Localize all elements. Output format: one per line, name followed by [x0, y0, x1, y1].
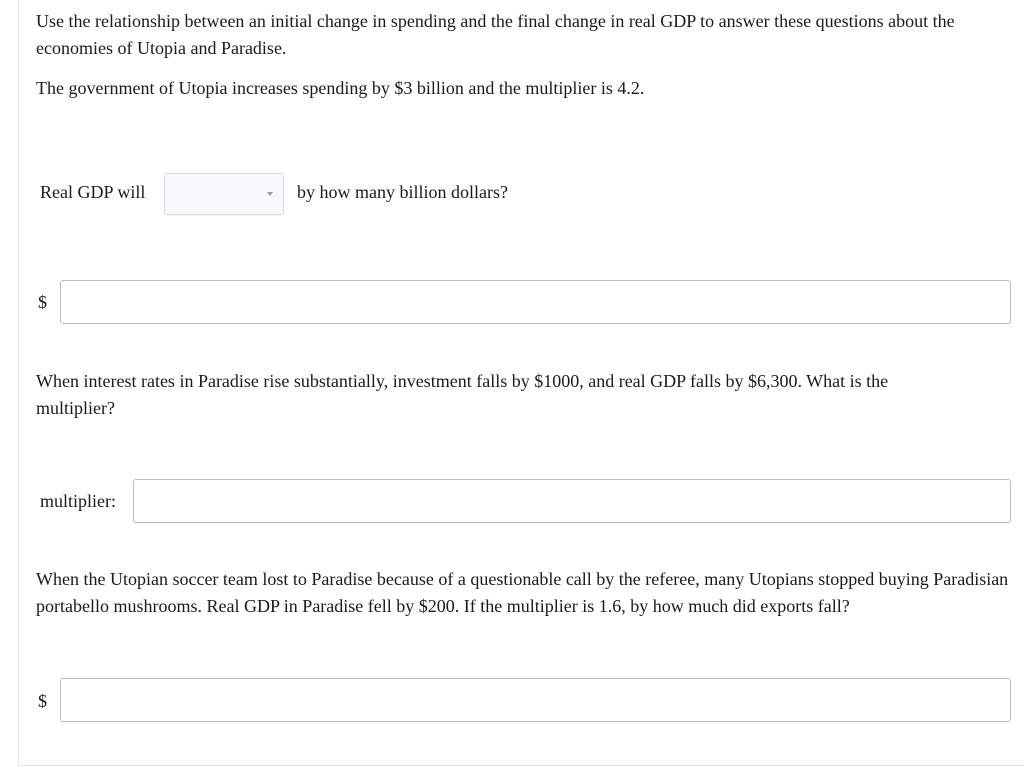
multiplier-label: multiplier: — [40, 491, 116, 511]
scenario-text: The government of Utopia increases spending by $3 billion and the multiplier is 4.2. — [36, 78, 645, 98]
gdp-change-input[interactable] — [60, 280, 1011, 324]
real-gdp-will-label: Real GDP will — [40, 182, 146, 202]
gdp-direction-dropdown[interactable] — [164, 173, 284, 215]
instructions-text: Use the relationship between an initial change in spending and the final change in real GDP to answer these questions about the economies of Utopia and Paradise. — [36, 11, 955, 58]
question-2-text: When interest rates in Paradise rise substantially, investment falls by $1000, and real GDP falls by $6,300. What is the multiplier? — [36, 371, 889, 418]
multiplier-input[interactable] — [133, 479, 1011, 523]
billion-dollars-label: by how many billion dollars? — [297, 182, 508, 202]
currency-symbol: $ — [38, 292, 47, 312]
currency-symbol: $ — [38, 691, 47, 711]
exports-fall-input[interactable] — [60, 678, 1011, 722]
question-3-text: When the Utopian soccer team lost to Paradise because of a questionable call by the referee, many Utopians stopped buying Paradisian portabello mushrooms. Real GDP in Paradise fell by $200. If the multiplier is 1.6, by how much did exports fall? — [36, 569, 1009, 616]
chevron-down-icon — [267, 192, 273, 196]
